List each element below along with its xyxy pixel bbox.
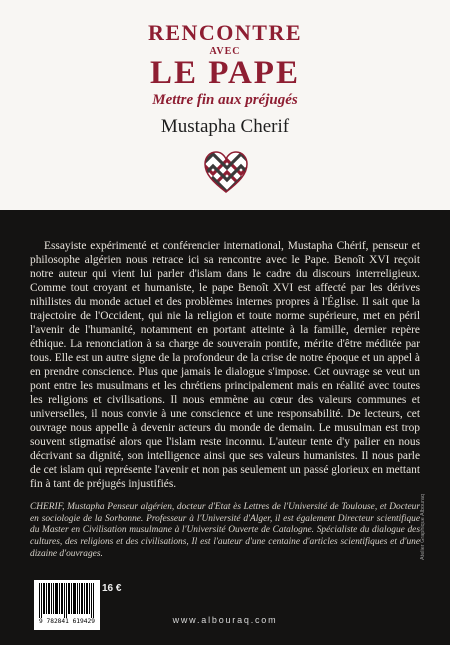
- publisher-website[interactable]: www.albouraq.com: [172, 615, 278, 625]
- design-credit: Atelier Graphique Albouraq: [420, 493, 426, 560]
- title-line-1: RENCONTRE: [147, 20, 303, 45]
- author-biography: CHERIF, Mustapha Penseur algérien, docteur d'Etat ès Lettres de l'Université de Toulouse, et Docteur en sociologie de la Sorbonne. Professeur à l'Université d'Alger, il est également Directeur scientifique du Master en Civilisation musulmane à l'Université Ouverte de Catalogne. Spécialiste du dialogue des cultures, des religions et des civilisations, Il est l'auteur d'une centaine d'articles scientifiques et d'une dizaine d'ouvrages.: [30, 502, 420, 559]
- synopsis-text: Essayiste expérimenté et conférencier international, Mustapha Chérif, penseur et philosophe algérien nous retrace ici sa rencontre avec le Pape. Benoît XVI reçoit notre auteur qui vient lui parler d'islam dans le cadre du discours interreligieux. Comme tout croyant et humaniste, le pape Benoît XVI est affecté par les dérives nihilistes du monde actuel et des problèmes internes propres à l'Église. Il sait que la trajectoire de l'Occident, qui nie la religion et toute norme supérieure, met en péril l'avenir de l'humanité, notamment en portant atteinte à la famille, dernier repère éthique. La renonciation à sa charge de souverain pontife, mérite d'être méditée par tous. Elle est un autre signe de la profondeur de la crise de notre époque et un appel à en prendre conscience. Plus que jamais le dialogue s'impose. Cet ouvrage se veut un pont entre les musulmans et les chrétiens principalement mais en réalité avec toutes les religions et civilisations. Il nous emmène au cœur des valeurs communes et universelles, il nous convie à une conscience et une responsabilité. De lecteurs, cet ouvrage nous appelle à devenir acteurs du monde de demain. Le musulman est trop souvent stigmatisé alors que l'islam reste inconnu. L'auteur tente d'y palier en nous décrivant sa dignité, son intelligence ainsi que ses valeurs humanistes. Il nous parle de cet islam qui représente l'avenir et non pas seulement un passé glorieux en mettant fin à tant de préjugés injustifiés.: [30, 240, 420, 490]
- price-label: 16 €: [102, 583, 122, 594]
- title-line-2: LE PAPE: [150, 55, 300, 91]
- title-connector: AVEC: [209, 46, 241, 57]
- barcode-icon: [38, 583, 96, 618]
- author-name: Mustapha Cherif: [160, 116, 290, 137]
- isbn-number: 9 782841 619429: [39, 618, 95, 625]
- subtitle: Mettre fin aux préjugés: [152, 92, 298, 108]
- cover-header: [0, 0, 450, 210]
- interlaced-heart-icon: [203, 150, 249, 194]
